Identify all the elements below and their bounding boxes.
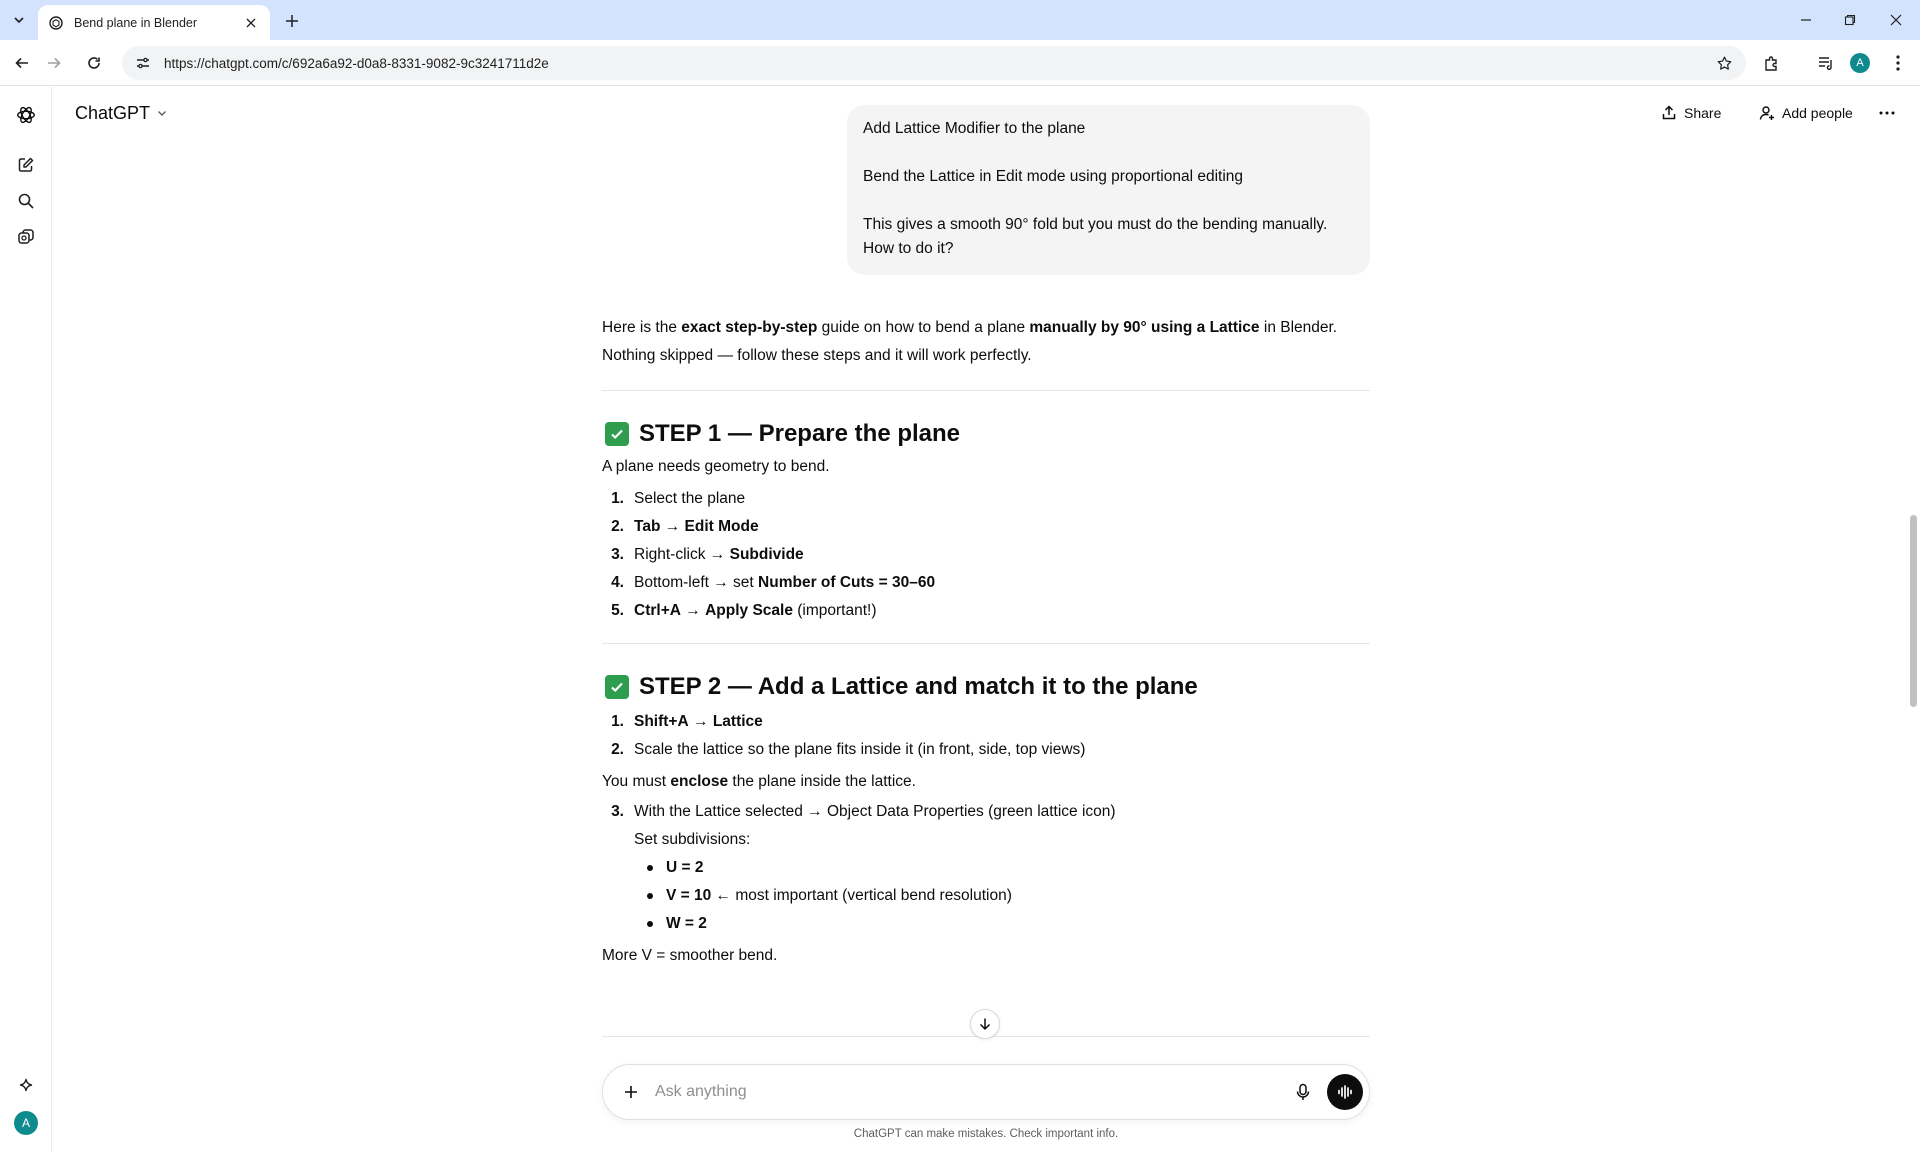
composer — [602, 1064, 1370, 1120]
avatar: A — [1850, 53, 1870, 73]
attach-button[interactable] — [615, 1076, 647, 1108]
close-icon — [1890, 14, 1902, 26]
url-text: https://chatgpt.com/c/692a6a92-d0a8-8331-9082-9c3241711d2e — [164, 55, 549, 71]
plus-icon — [623, 1084, 639, 1100]
forward-button[interactable] — [40, 49, 68, 77]
restore-icon — [1844, 14, 1856, 26]
step-1-list — [602, 485, 1370, 625]
share-icon — [1661, 105, 1677, 121]
address-bar[interactable] — [122, 46, 1746, 80]
add-person-icon — [1759, 105, 1775, 121]
user-message-line: Add Lattice Modifier to the plane — [863, 120, 1086, 137]
library-icon — [17, 228, 35, 246]
list-item: 2. Scale the lattice so the plane fits inside it (in front, side, top views) — [611, 741, 1086, 758]
more-options-button[interactable] — [1871, 97, 1903, 129]
share-button[interactable] — [1651, 97, 1731, 129]
arrow-right-icon — [46, 55, 62, 71]
minimize-window-button[interactable] — [1786, 6, 1826, 34]
prompt-input[interactable] — [647, 1083, 1285, 1101]
model-selector[interactable] — [69, 97, 174, 129]
check-mark-icon — [605, 675, 629, 699]
user-message — [847, 105, 1370, 275]
browser-tab-active[interactable] — [38, 5, 270, 40]
scrollbar-thumb[interactable] — [1910, 515, 1917, 707]
extensions-button[interactable] — [1758, 49, 1786, 77]
step-2-list — [602, 708, 1370, 764]
browser-menu-button[interactable] — [1884, 49, 1912, 77]
chevron-down-icon — [12, 13, 26, 27]
upgrade-button[interactable] — [12, 1072, 40, 1100]
list-item: 1. Shift+A → Lattice — [611, 713, 763, 730]
disclaimer-text: ChatGPT can make mistakes. Check important info. — [853, 1128, 1119, 1140]
step-1-intro: A plane needs geometry to bend. — [602, 458, 830, 475]
list-item: V = 10 ← most important (vertical bend resolution) — [634, 882, 1370, 910]
chevron-down-icon — [156, 107, 168, 119]
site-info-icon[interactable] — [132, 52, 154, 74]
microphone-icon — [1295, 1083, 1311, 1101]
subdivisions-label: Set subdivisions: — [634, 831, 751, 848]
openai-logo-icon — [15, 104, 37, 126]
list-item: W = 2 — [634, 910, 1370, 938]
list-item: 1. Select the plane — [611, 490, 746, 507]
sidebar-rail — [0, 87, 52, 1151]
media-controls-button[interactable] — [1812, 49, 1840, 77]
tab-close-button[interactable] — [242, 14, 260, 32]
plus-icon — [285, 14, 299, 28]
library-button[interactable] — [12, 223, 40, 251]
page-scrollbar[interactable] — [1906, 87, 1920, 1151]
puzzle-icon — [1763, 54, 1781, 72]
close-icon — [246, 18, 256, 28]
reload-icon — [86, 55, 102, 71]
add-people-label: Add people — [1782, 105, 1853, 121]
user-message-line: Bend the Lattice in Edit mode using proportional editing — [863, 168, 1243, 185]
chatgpt-favicon-icon — [48, 15, 64, 31]
sparkle-icon — [18, 1078, 34, 1094]
bookmark-star-button[interactable] — [1710, 49, 1738, 77]
kebab-menu-icon — [1896, 55, 1900, 71]
search-chats-button[interactable] — [12, 187, 40, 215]
answer-intro: Here is the exact step-by-step guide on how to bend a plane manually by 90° using a Lattice in Blender. Nothing skipped — follow these steps and it will work perfectly. — [602, 319, 1338, 364]
step-1-heading: STEP 1 — Prepare the plane — [605, 417, 1370, 451]
divider — [602, 390, 1370, 391]
list-item: 5. Ctrl+A → Apply Scale (important!) — [611, 602, 877, 619]
share-label: Share — [1684, 105, 1722, 121]
dictate-button[interactable] — [1285, 1074, 1321, 1110]
list-item: 3. Right-click → Subdivide — [611, 546, 804, 563]
step-2-heading: STEP 2 — Add a Lattice and match it to the plane — [605, 670, 1370, 704]
subdivision-list — [634, 854, 1370, 938]
scroll-to-bottom-button[interactable] — [970, 1009, 1000, 1039]
browser-toolbar — [0, 40, 1920, 86]
browser-tab-bar — [0, 0, 1920, 40]
user-message-line: This gives a smooth 90° fold but you must do the bending manually. How to do it? — [863, 216, 1328, 257]
user-avatar-button[interactable]: A — [14, 1111, 38, 1135]
star-icon — [1716, 55, 1733, 72]
list-item: 2. Tab → Edit Mode — [611, 518, 759, 535]
voice-mode-button[interactable] — [1327, 1074, 1363, 1110]
compose-icon — [17, 156, 35, 174]
restore-window-button[interactable] — [1830, 6, 1870, 34]
list-item: 4. Bottom-left → set Number of Cuts = 30–60 — [611, 574, 936, 591]
more-icon — [1879, 111, 1895, 115]
step-2-list-continued — [602, 798, 1370, 826]
reload-button[interactable] — [80, 49, 108, 77]
new-chat-button[interactable] — [12, 151, 40, 179]
tab-title: Bend plane in Blender — [74, 15, 198, 30]
assistant-message — [602, 314, 1370, 970]
back-button[interactable] — [8, 49, 36, 77]
tab-search-button[interactable] — [6, 7, 32, 33]
enclose-note: You must enclose the plane inside the lattice. — [602, 773, 916, 790]
voice-waveform-icon — [1337, 1084, 1353, 1100]
add-people-button[interactable] — [1749, 97, 1863, 129]
close-window-button[interactable] — [1876, 6, 1916, 34]
new-tab-button[interactable] — [280, 9, 304, 33]
search-icon — [17, 192, 35, 210]
arrow-down-icon — [978, 1017, 992, 1031]
closing-note: More V = smoother bend. — [602, 947, 778, 964]
profile-button[interactable] — [1846, 49, 1874, 77]
check-mark-icon — [605, 422, 629, 446]
model-name: ChatGPT — [75, 102, 151, 123]
list-item: U = 2 — [634, 854, 1370, 882]
playlist-icon — [1817, 54, 1835, 72]
divider — [602, 643, 1370, 644]
arrow-left-icon — [14, 55, 30, 71]
chatgpt-logo-button[interactable] — [12, 101, 40, 129]
minimize-icon — [1800, 14, 1812, 26]
list-item: 3. With the Lattice selected → Object Data Properties (green lattice icon) — [611, 803, 1116, 820]
